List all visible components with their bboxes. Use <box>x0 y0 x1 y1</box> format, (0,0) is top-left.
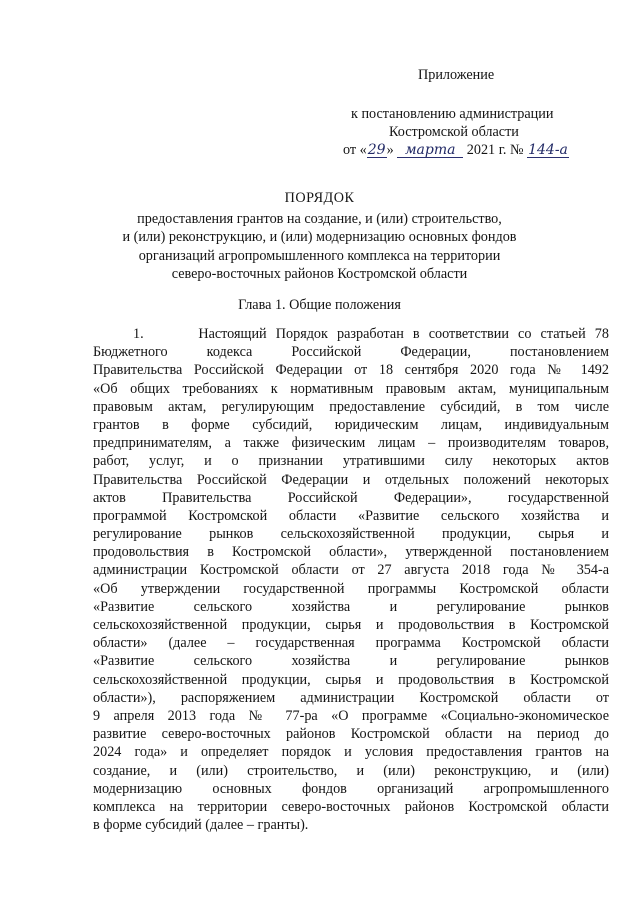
resolution-line-1: к постановлению администрации <box>351 106 554 122</box>
title-line: предоставления грантов на создание, и (или) строительство, <box>137 210 502 227</box>
paragraph-line: работ, услуг, и о признании утратившими силу некоторых актов <box>93 453 609 470</box>
paragraph-line: развитие северо-восточных районов Костромской области на период до <box>93 726 609 743</box>
date-mid: » <box>386 142 394 158</box>
paragraph-line: «Развитие сельского хозяйства и регулирование рынков <box>93 653 609 670</box>
paragraph-line: 2024 года» и определяет порядок и условия предоставления грантов на <box>93 744 609 761</box>
resolution-date-line <box>343 141 569 159</box>
paragraph-line: 9 апреля 2013 года № 77-ра «О программе «Социально-экономическое <box>93 707 609 724</box>
paragraph-line: «Об общих требованиях к нормативным правовым актам, муниципальным <box>93 380 609 397</box>
paragraph-line: Правительства Российской Федерации и отдельных положений некоторых <box>93 471 609 488</box>
paragraph-line: продовольствия в Костромской области», утвержденной постановлением <box>93 544 609 561</box>
title-main: ПОРЯДОК <box>284 190 355 206</box>
paragraph-line: сельскохозяйственной продукции, сырья и продовольствия в Костромской <box>93 617 609 633</box>
paragraph-line: администрации Костромской области от 27 августа 2018 года № 354-а <box>93 562 609 579</box>
paragraph-line: предпринимателям, а также физическим лицам – производителям товаров, <box>93 435 609 452</box>
paragraph-line: актов Правительства Российской Федерации», государственной <box>93 489 609 506</box>
paragraph-line: «Развитие сельского хозяйства и регулирование рынков <box>93 598 609 615</box>
paragraph-line: создание, и (или) строительство, и (или) реконструкцию, и (или) <box>93 762 609 779</box>
paragraph-line: программой Костромской области «Развитие сельского хозяйства и <box>93 507 609 524</box>
paragraph-line: модернизацию основных фондов организаций агропромышленного <box>93 780 609 797</box>
paragraph-line: грантов в форме субсидий, юридическим лицам, индивидуальным <box>93 416 609 433</box>
resolution-line-2: Костромской области <box>389 124 519 140</box>
paragraph-line: Бюджетного кодекса Российской Федерации, постановлением <box>93 344 609 361</box>
date-year: 2021 г. № <box>466 142 524 158</box>
paragraph-line: 1. Настоящий Порядок разработан в соответствии со статьей 78 <box>133 326 609 342</box>
document-title <box>0 189 639 284</box>
paragraph-line: регулирование рынков сельскохозяйственной продукции, сырья и <box>93 526 609 543</box>
paragraph-line: «Об утверждении государственной программы Костромской области <box>93 580 609 597</box>
paragraph-line: правовым актам, регулирующим предоставление субсидий, в том числе <box>93 398 609 415</box>
handwritten-number: 144-а <box>528 142 568 158</box>
chapter-heading: Глава 1. Общие положения <box>238 297 401 313</box>
paragraph-1 <box>93 325 609 834</box>
title-line: и (или) реконструкцию, и (или) модернизацию основных фондов <box>122 229 517 245</box>
paragraph-line: комплекса на территории северо-восточных районов Костромской области <box>93 798 609 815</box>
handwritten-month: марта <box>397 143 463 158</box>
paragraph-line: Правительства Российской Федерации от 18 сентября 2020 года № 1492 <box>93 362 609 379</box>
appendix-label: Приложение <box>418 67 495 83</box>
title-line: северо-восточных районов Костромской области <box>171 266 468 282</box>
handwritten-day: 29 <box>367 142 386 158</box>
date-prefix: от « <box>343 142 367 158</box>
paragraph-line: в форме субсидий (далее – гранты). <box>93 817 309 834</box>
paragraph-line: сельскохозяйственной продукции, сырья и продовольствия в Костромской <box>93 671 609 688</box>
title-line: организаций агропромышленного комплекса на территории <box>138 247 501 264</box>
paragraph-line: области» (далее – государственная программа Костромской области <box>93 635 609 652</box>
paragraph-line: области»), распоряжением администрации Костромской области от <box>93 689 609 706</box>
